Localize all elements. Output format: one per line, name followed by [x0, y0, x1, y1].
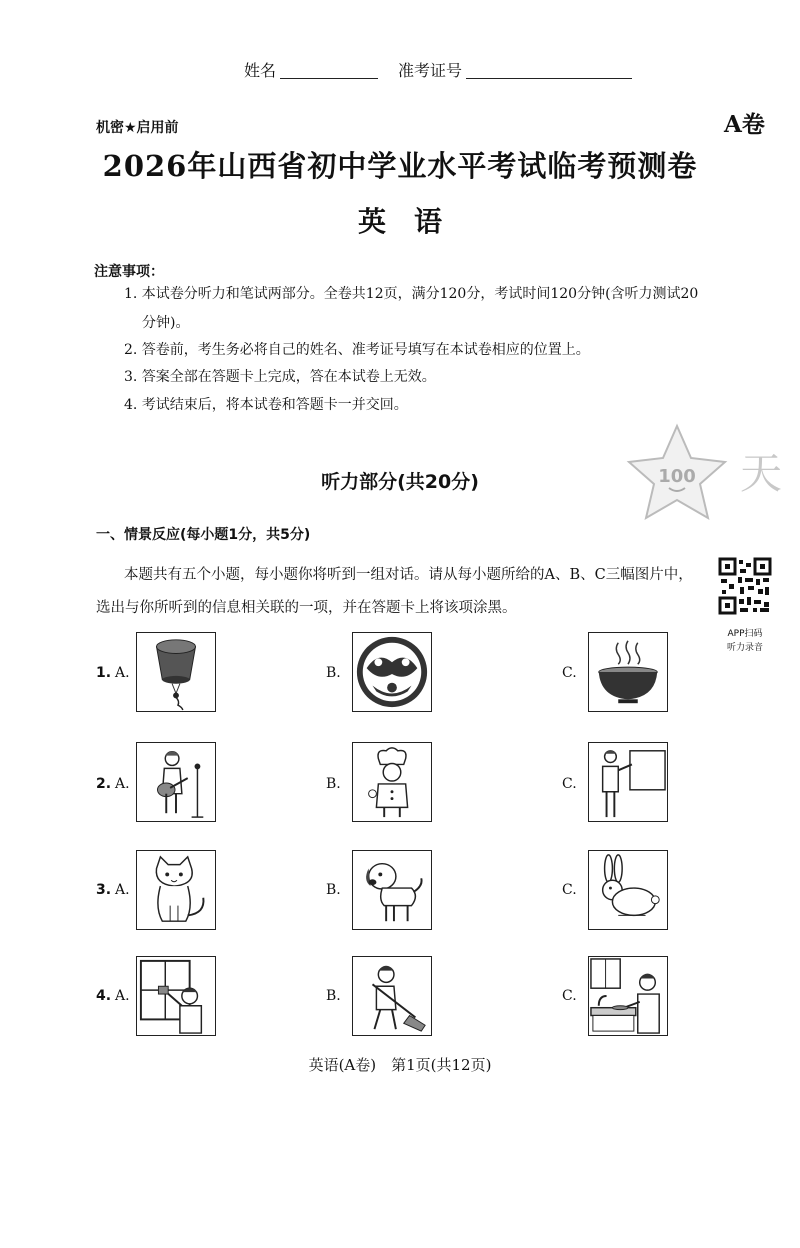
instructions: 本题共有五个小题，每小题你将听到一组对话。请从每小题所给的A、B、C三幅图片中，: [124, 567, 693, 583]
notes-heading: 注意事项：: [94, 264, 164, 280]
note-item: 1. 本试卷分听力和笔试两部分。全卷共12页，满分120分，考试时间120分钟(含听力测试20: [124, 286, 699, 302]
instructions: 选出与你所听到的信息相关联的一项，并在答题卡上将该项涂黑。: [96, 600, 517, 616]
listening-heading: 听力部分(共20分): [321, 471, 479, 493]
paper-cut-icon[interactable]: [352, 632, 432, 712]
option-label: B.: [326, 988, 341, 1004]
singer-with-guitar-icon[interactable]: [136, 742, 216, 822]
option-label: A.: [115, 665, 130, 681]
qr-code-icon[interactable]: [718, 557, 772, 615]
note-item: 3. 答案全部在答题卡上完成，答在本试卷上无效。: [124, 369, 436, 385]
exam-title: 2026年山西省初中学业水平考试临考预测卷: [102, 149, 698, 183]
rabbit-icon[interactable]: [588, 850, 668, 930]
version-label: A卷: [724, 111, 765, 138]
qr-caption: APP扫码: [727, 629, 763, 639]
sky-lantern-icon[interactable]: [136, 632, 216, 712]
exam-id-label: 准考证号: [398, 61, 463, 80]
note-item: 分钟)。: [142, 315, 190, 331]
cat-icon[interactable]: [136, 850, 216, 930]
chef-icon[interactable]: [352, 742, 432, 822]
subject-title: 英 语: [357, 205, 442, 238]
option-label: A.: [115, 988, 130, 1004]
question-number: 3.: [96, 882, 112, 898]
note-item: 2. 答卷前，考生务必将自己的姓名、准考证号填写在本试卷相应的位置上。: [124, 342, 590, 358]
dog-icon[interactable]: [352, 850, 432, 930]
name-blank: [280, 78, 378, 79]
option-label: C.: [562, 665, 577, 681]
boy-washing-dishes-icon[interactable]: [588, 956, 668, 1036]
option-label: C.: [562, 776, 577, 792]
option-label: A.: [115, 776, 130, 792]
name-label: 姓名: [244, 61, 277, 80]
question-number: 1.: [96, 665, 112, 681]
option-label: A.: [115, 882, 130, 898]
teacher-icon[interactable]: [588, 742, 668, 822]
option-label: B.: [326, 776, 341, 792]
page-footer: 英语(A卷) 第1页(共12页): [308, 1056, 492, 1074]
qr-caption: 听力录音: [726, 643, 763, 653]
boy-sweeping-icon[interactable]: [352, 956, 432, 1036]
option-label: B.: [326, 882, 341, 898]
question-number: 4.: [96, 988, 112, 1004]
option-label: B.: [326, 665, 341, 681]
confidential-mark: 机密★启用前: [96, 120, 179, 136]
soup-bowl-icon[interactable]: [588, 632, 668, 712]
section-title: 一、情景反应(每小题1分，共5分): [96, 527, 311, 543]
exam-id-blank: [466, 78, 632, 79]
watermark-char: 天: [740, 449, 783, 498]
option-label: C.: [562, 988, 577, 1004]
watermark-badge: 100: [658, 466, 696, 487]
boy-cleaning-window-icon[interactable]: [136, 956, 216, 1036]
option-label: C.: [562, 882, 577, 898]
note-item: 4. 考试结束后，将本试卷和答题卡一并交回。: [124, 397, 408, 413]
question-number: 2.: [96, 776, 112, 792]
